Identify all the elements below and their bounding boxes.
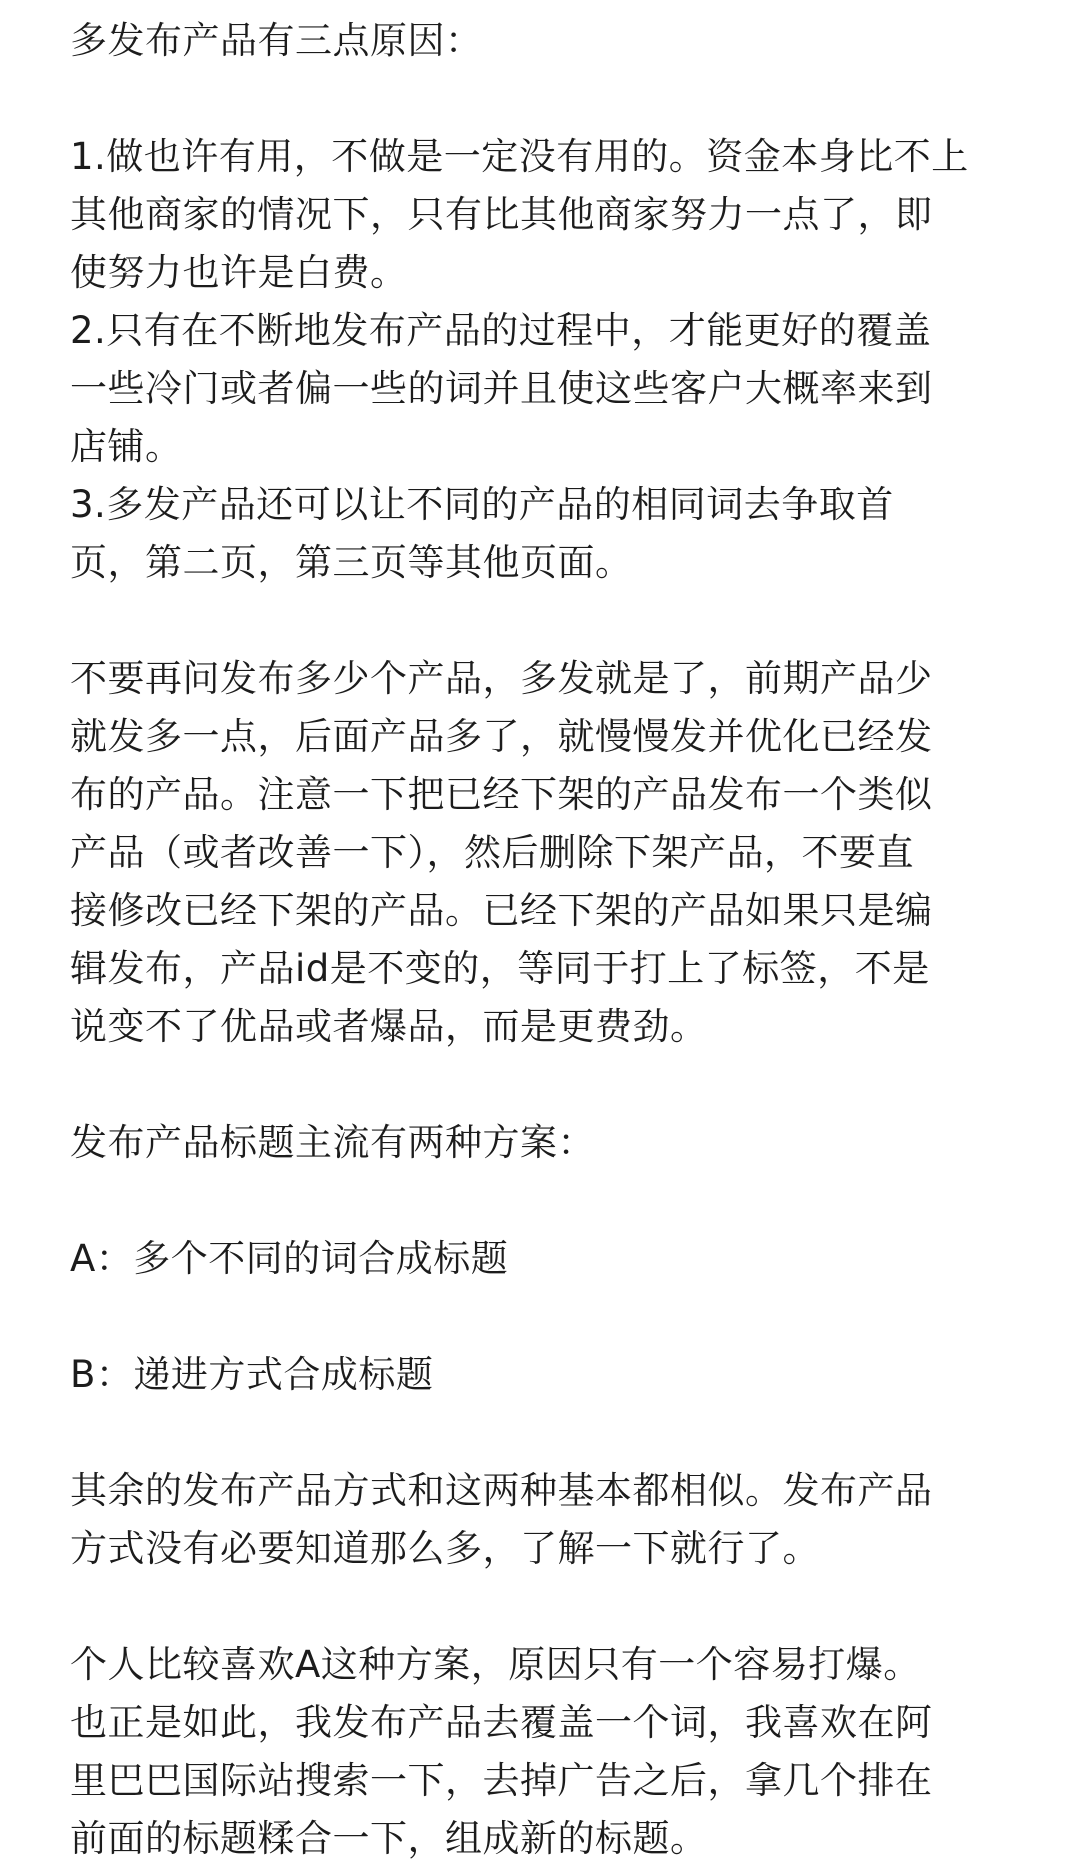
- text-line: 一些冷门或者偏一些的词并且使这些客户大概率来到: [70, 367, 933, 410]
- paragraph-spacer: [70, 1172, 1020, 1230]
- paragraph-spacer: [70, 1578, 1020, 1636]
- text-line: 方式没有必要知道那么多，了解一下就行了。: [70, 1527, 820, 1570]
- text-line: 其他商家的情况下，只有比其他商家努力一点了，即: [70, 193, 933, 236]
- paragraph-heading: 多发布产品有三点原因：: [70, 19, 483, 62]
- text-line: 里巴巴国际站搜索一下，去掉广告之后，拿几个排在: [70, 1759, 933, 1802]
- text-line: 说变不了优品或者爆品，而是更费劲。: [70, 1005, 708, 1048]
- text-line: 布的产品。注意一下把已经下架的产品发布一个类似: [70, 773, 933, 816]
- text-line: 1.做也许有用，不做是一定没有用的。资金本身比不上: [70, 135, 969, 178]
- text-line: 前面的标题糅合一下，组成新的标题。: [70, 1817, 708, 1860]
- text-line: 其余的发布产品方式和这两种基本都相似。发布产品: [70, 1469, 933, 1512]
- text-line: 店铺。: [70, 425, 183, 468]
- option-b-line: B：递进方式合成标题: [70, 1353, 434, 1396]
- paragraph-spacer: [70, 592, 1020, 650]
- text-line: 2.只有在不断地发布产品的过程中，才能更好的覆盖: [70, 309, 932, 352]
- paragraph-heading: 发布产品标题主流有两种方案：: [70, 1121, 595, 1164]
- text-line: 页，第二页，第三页等其他页面。: [70, 541, 633, 584]
- paragraph-spacer: [70, 1056, 1020, 1114]
- text-line: 就发多一点，后面产品多了，就慢慢发并优化已经发: [70, 715, 933, 758]
- option-a-line: A：多个不同的词合成标题: [70, 1237, 509, 1280]
- text-line: 辑发布，产品id是不变的，等同于打上了标签，不是: [70, 947, 930, 990]
- article-body: [70, 12, 1020, 1868]
- paragraph-spacer: [70, 1404, 1020, 1462]
- paragraph-spacer: [70, 1288, 1020, 1346]
- text-line: 使努力也许是白费。: [70, 251, 408, 294]
- text-line: 产品（或者改善一下），然后删除下架产品，不要直: [70, 831, 914, 874]
- text-line: 也正是如此，我发布产品去覆盖一个词，我喜欢在阿: [70, 1701, 933, 1744]
- text-line: 3.多发产品还可以让不同的产品的相同词去争取首: [70, 483, 894, 526]
- text-line: 不要再问发布多少个产品，多发就是了，前期产品少: [70, 657, 933, 700]
- text-line: 接修改已经下架的产品。已经下架的产品如果只是编: [70, 889, 933, 932]
- text-line: 个人比较喜欢A这种方案，原因只有一个容易打爆。: [70, 1643, 921, 1686]
- paragraph-spacer: [70, 70, 1020, 128]
